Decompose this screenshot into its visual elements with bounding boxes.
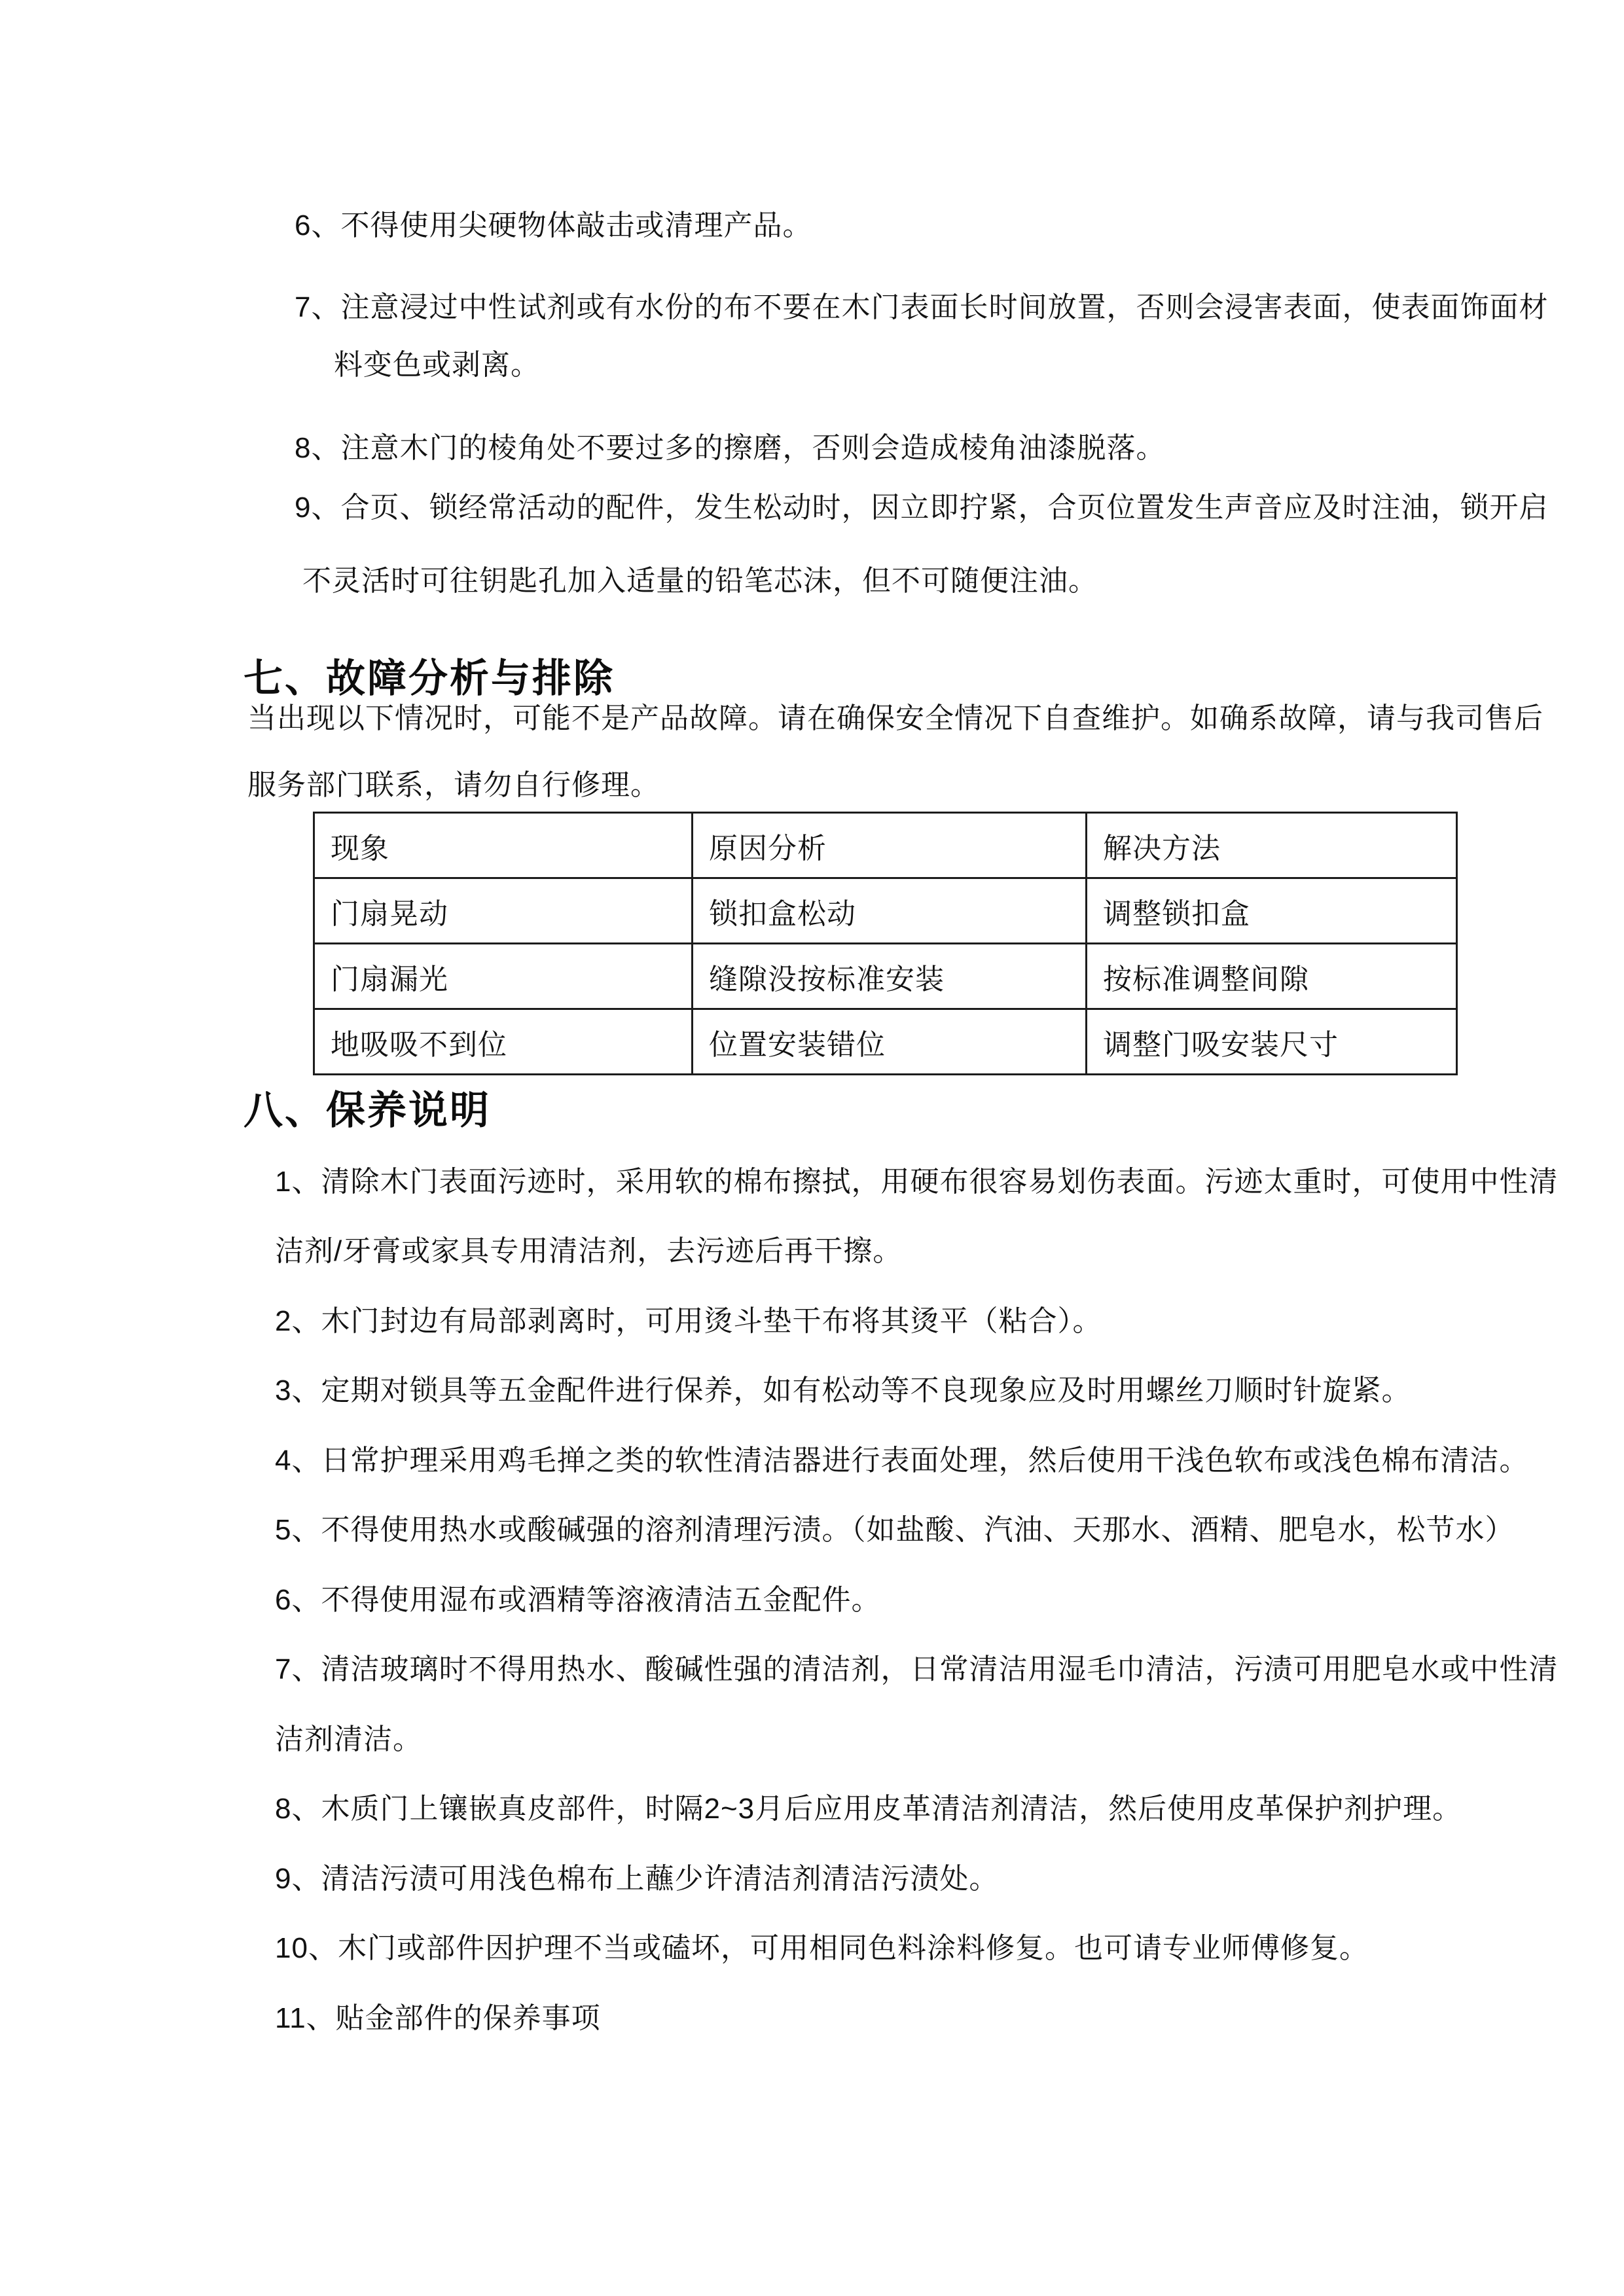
care-item-7-line-2: 洁剂清洁。 [275, 1723, 422, 1755]
fault-table-cell: 位置安装错位 [693, 1009, 1087, 1075]
fault-table-cell: 门扇晃动 [314, 878, 693, 944]
fault-table-header-row [314, 813, 1457, 878]
care-item-2: 2、木门封边有局部剥离时，可用烫斗垫干布将其烫平（粘合）。 [275, 1305, 1102, 1337]
table-row [314, 944, 1457, 1009]
table-row [314, 878, 1457, 944]
usage-note-item-7-line-1: 7、注意浸过中性试剂或有水份的布不要在木门表面长时间放置，否则会浸害表面，使表面饰面材 [295, 291, 1549, 323]
care-item-5: 5、不得使用热水或酸碱强的溶剂清理污渍。（如盐酸、汽油、天那水、酒精、肥皂水，松节水） [275, 1514, 1515, 1546]
fault-table-cell: 缝隙没按标准安装 [693, 944, 1087, 1009]
care-item-11: 11、贴金部件的保养事项 [275, 2002, 601, 2034]
care-item-1-line-2: 洁剂/牙膏或家具专用清洁剂，去污迹后再干擦。 [275, 1235, 903, 1267]
care-item-4: 4、日常护理采用鸡毛掸之类的软性清洁器进行表面处理，然后使用干浅色软布或浅色棉布清洁。 [275, 1444, 1529, 1477]
care-item-1-line-1: 1、清除木门表面污迹时，采用软的棉布擦拭，用硬布很容易划伤表面。污迹太重时，可使用中性清 [275, 1166, 1559, 1198]
care-item-6: 6、不得使用湿布或酒精等溶液清洁五金配件。 [275, 1584, 881, 1616]
fault-table-header-phenomenon: 现象 [314, 813, 693, 878]
usage-note-item-8: 8、注意木门的棱角处不要过多的擦磨，否则会造成棱角油漆脱落。 [295, 432, 1166, 464]
fault-table-header-solution: 解决方法 [1087, 813, 1457, 878]
fault-table-cell: 锁扣盒松动 [693, 878, 1087, 944]
table-row [314, 1009, 1457, 1075]
fault-table-cell: 地吸吸不到位 [314, 1009, 693, 1075]
usage-note-item-9-line-2: 不灵活时可往钥匙孔加入适量的铅笔芯沫，但不可随便注油。 [302, 565, 1098, 597]
section-heading-care-instructions: 八、保养说明 [244, 1088, 491, 1132]
fault-table [313, 812, 1458, 1075]
care-item-10: 10、木门或部件因护理不当或磕坏，可用相同色料涂料修复。也可请专业师傅修复。 [275, 1932, 1369, 1964]
usage-note-item-9-line-1: 9、合页、锁经常活动的配件，发生松动时，因立即拧紧，合页位置发生声音应及时注油，锁开启 [295, 492, 1549, 524]
care-item-8: 8、木质门上镶嵌真皮部件，时隔2~3月后应用皮革清洁剂清洁，然后使用皮革保护剂护理。 [275, 1793, 1462, 1825]
fault-table-cell: 按标准调整间隙 [1087, 944, 1457, 1009]
fault-table-cell: 门扇漏光 [314, 944, 693, 1009]
section-heading-fault-analysis: 七、故障分析与排除 [244, 656, 615, 700]
fault-intro-line-1: 当出现以下情况时，可能不是产品故障。请在确保安全情况下自查维护。如确系故障，请与我司售后 [247, 702, 1543, 734]
usage-note-item-6: 6、不得使用尖硬物体敲击或清理产品。 [295, 209, 812, 242]
fault-intro-line-2: 服务部门联系，请勿自行修理。 [247, 769, 660, 801]
care-item-7-line-1: 7、清洁玻璃时不得用热水、酸碱性强的清洁剂，日常清洁用湿毛巾清洁，污渍可用肥皂水或中性清 [275, 1653, 1559, 1685]
fault-table-cell: 调整门吸安装尺寸 [1087, 1009, 1457, 1075]
usage-note-item-7-line-2: 料变色或剥离。 [334, 349, 540, 381]
care-item-9: 9、清洁污渍可用浅色棉布上蘸少许清洁剂清洁污渍处。 [275, 1863, 999, 1895]
fault-table-cell: 调整锁扣盒 [1087, 878, 1457, 944]
care-item-3: 3、定期对锁具等五金配件进行保养，如有松动等不良现象应及时用螺丝刀顺时针旋紧。 [275, 1374, 1411, 1407]
fault-table-header-cause: 原因分析 [693, 813, 1087, 878]
